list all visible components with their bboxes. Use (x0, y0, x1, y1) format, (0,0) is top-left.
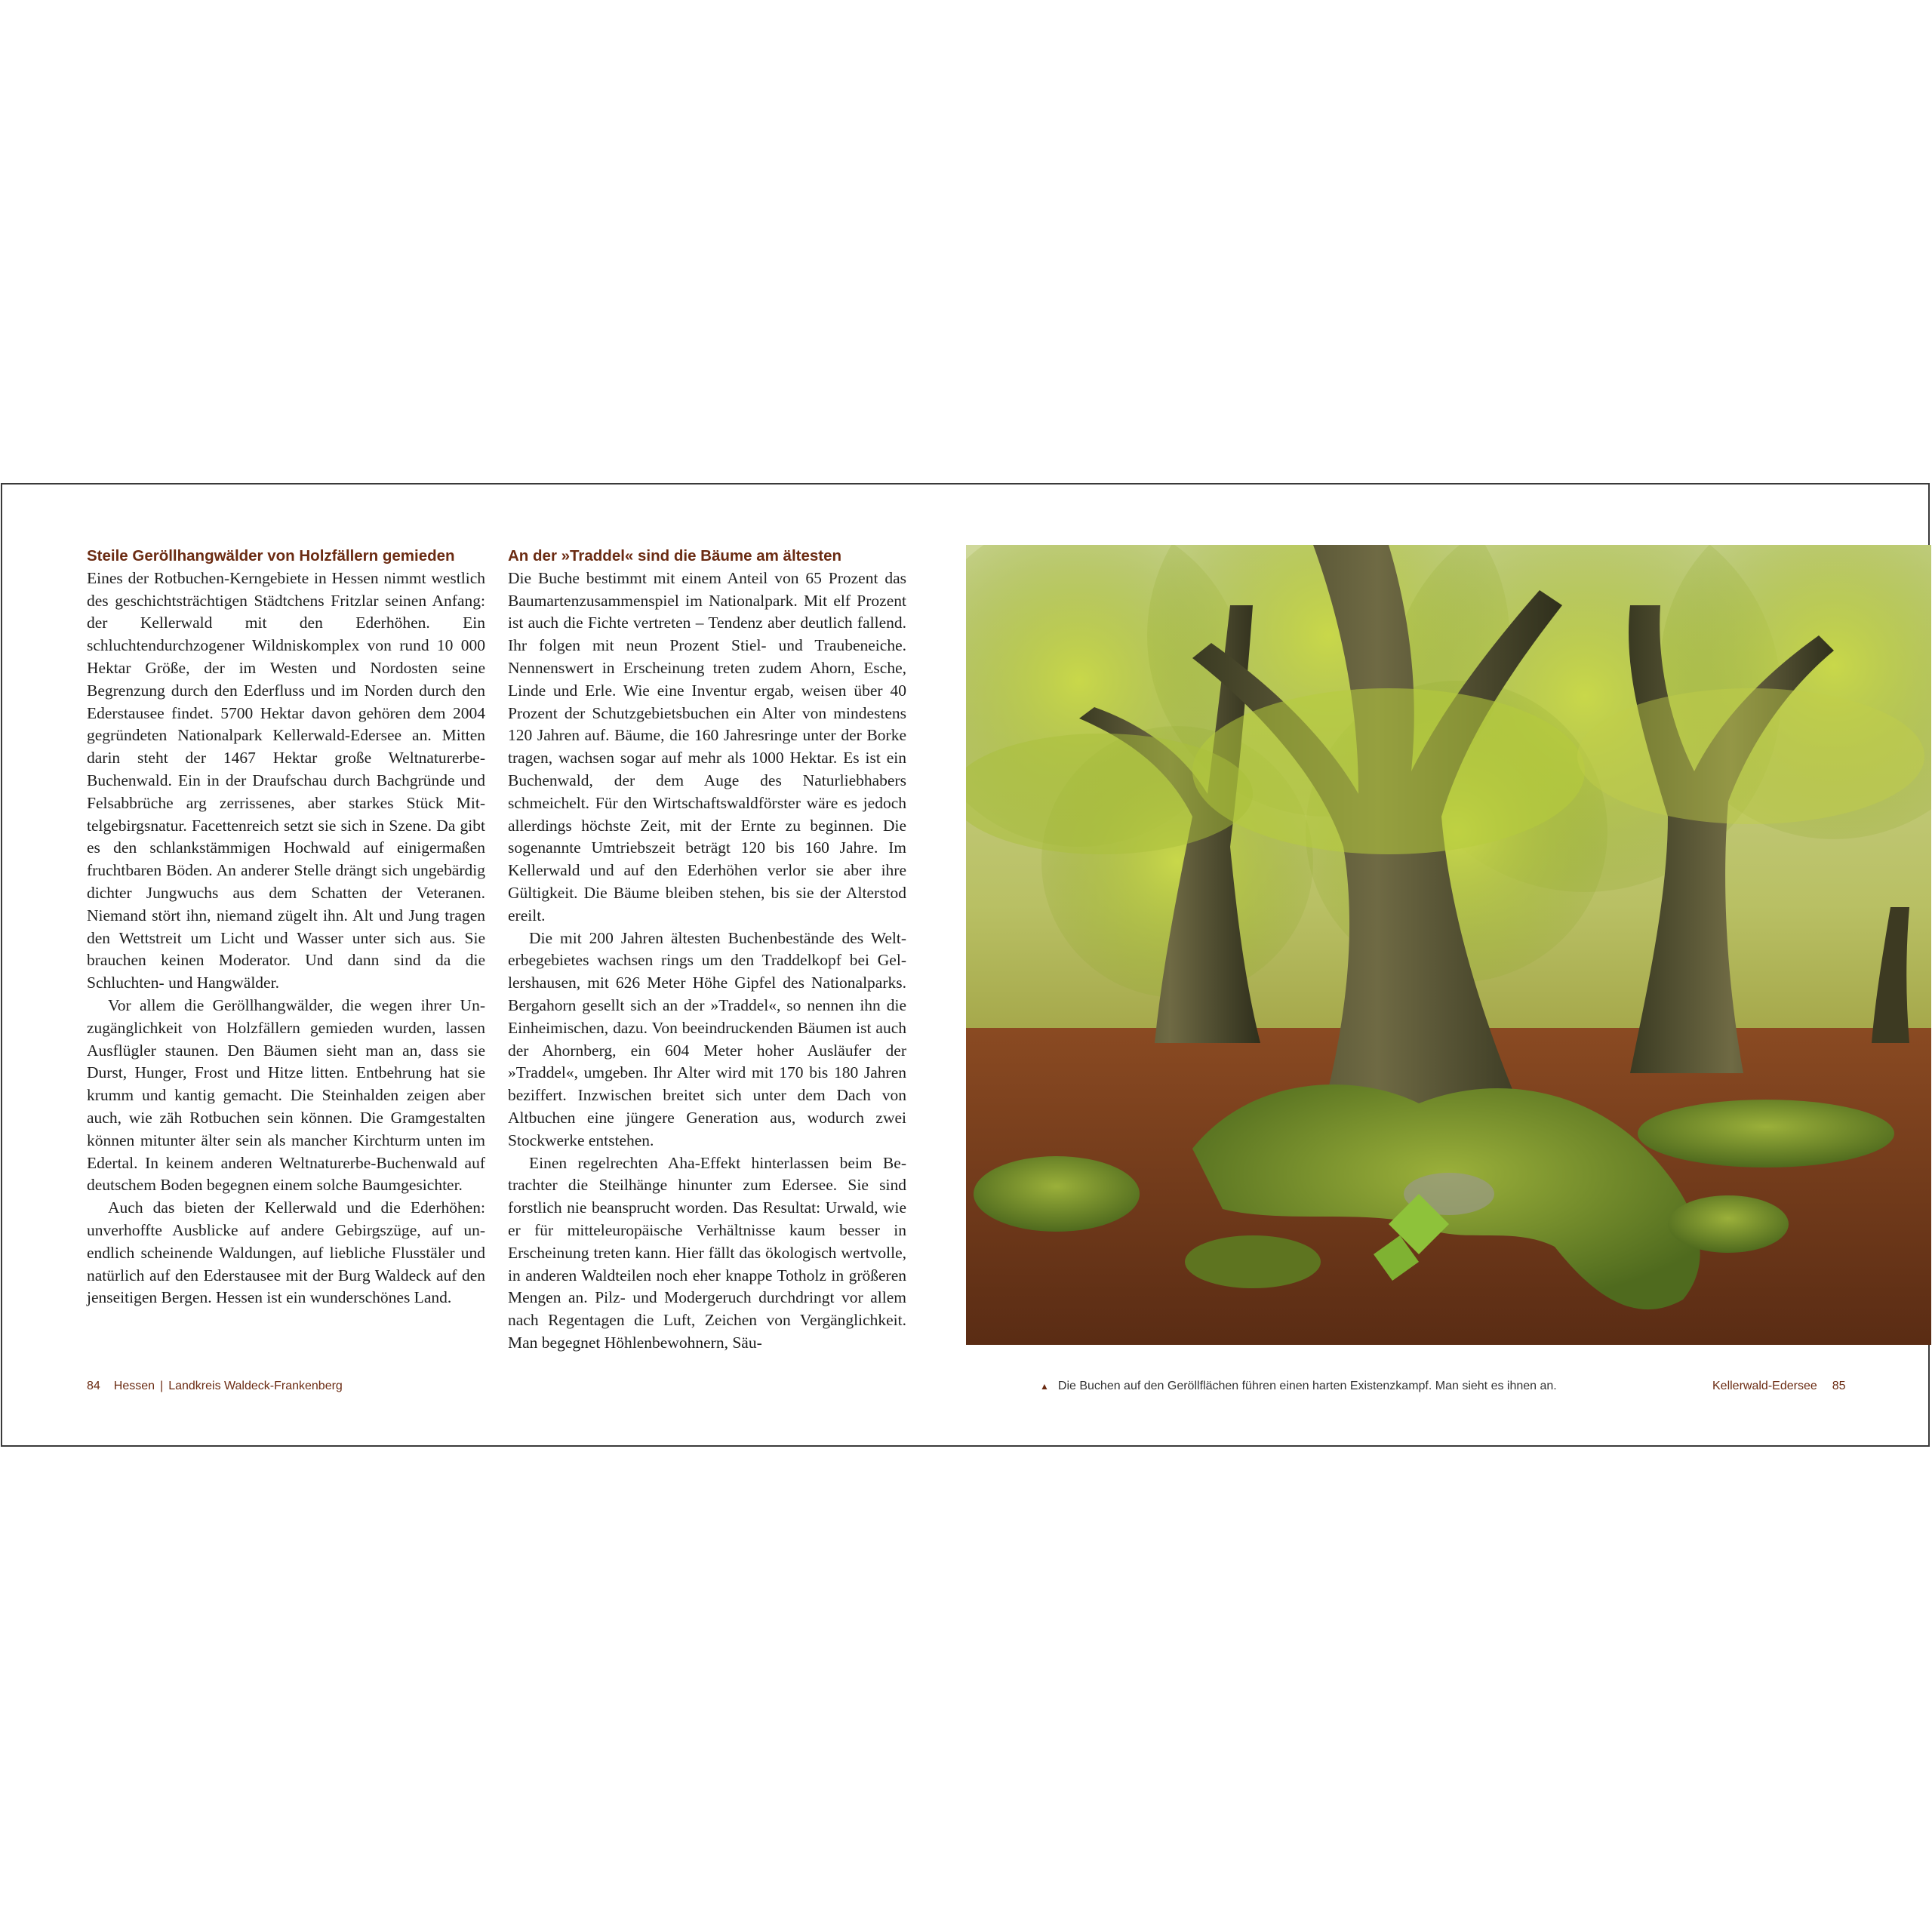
middle-paragraph-3: Einen regelrechten Aha-Effekt hinterlassen beim Betrachter die Steilhänge hinunter zum Edersee. Sie sind forstlich nie beansprucht worden. Das Resultat: Urwald, wie er für mitteleuropäische Verhältnisse kaum besser in Erscheinung treten kann. Hier fällt das ökologisch wertvolle, in anderen Waldteilen noch eher knappe Totholz in größeren Mengen an. Pilz- und Modergeruch durchdringt vor allem nach Regentagen die Luft, Zeichen von Vergänglichkeit. Man begegnet Höhlenbewohnern, Säu- (508, 1153, 906, 1352)
middle-column-heading: An der »Traddel« sind die Bäume am ältesten (508, 547, 842, 565)
photo-caption (1040, 1378, 1557, 1395)
caption-text: Die Buchen auf den Geröllflächen führen einen harten Existenzkampf. Man sieht es ihnen an. (1057, 1380, 1557, 1392)
middle-paragraph-1: Die Buche bestimmt mit einem Anteil von 65 Prozent das Baumartenzusammenspiel im Nationalpark. Mit elf Prozent ist auch die Fichte vertreten – Tendenz aber deutlich fallend. Ihr folgen mit neun Prozent Stiel- und Traubeneiche. Nennenswert in Erscheinung treten zudem Ahorn, Esche, Linde und Erle. Wie eine Inventur ergab, weisen über 40 Prozent der Schutzgebietsbuchen ein Alter von mindestens 120 Jahren auf. Bäume, die 160 Jahresringe unter der Borke tragen, wachsen sogar auf mehr als 1000 Hektar. Es ist ein Buchenwald, der dem Auge des Naturliebhabers schmeichelt. Für den Wirtschaftswaldförster wäre es jedoch allerdings höchste Zeit, mit der Ernte zu beginnen. Die sogenannte Umtriebszeit beträgt 120 bis 160 Jahre. Im Kellerwald und auf den Ederhöhen verlor sie aber ihre Gültigkeit. Die Bäume bleiben stehen, bis sie der Alterstod ereilt. (508, 568, 906, 924)
right-page-number: 85 (1832, 1380, 1846, 1392)
footer-right-section: Kellerwald-Edersee (1712, 1380, 1817, 1392)
left-paragraph-2: Vor allem die Geröllhangwälder, die wegen ihrer Unzugänglichkeit von Holzfällern gemieden wurden, lassen Ausflügler staunen. Den Bäumen sieht man an, dass sie Durst, Hunger, Frost und Hitze litten. Entbehrung hat sie krumm und kantig gemacht. Die Steinhalden zeigen aber auch, wie zäh Rotbuchen sein können. Die Gramgestalten können mitunter älter sein als mancher Kirchturm unten im Edertal. In keinem anderen Weltnaturerbe-Buchenwald auf deutschem Boden begegnen einem solche Baumgesichter. (87, 995, 485, 1195)
middle-text-column (508, 545, 906, 1355)
footer-separator: | (160, 1380, 164, 1392)
beech-forest-photo (966, 545, 1931, 1345)
footer-left (87, 1378, 343, 1395)
left-column-heading: Steile Geröllhangwälder von Holzfällern gemieden (87, 547, 455, 565)
footer-right (1712, 1378, 1846, 1395)
beech-forest-illustration (966, 545, 1931, 1345)
caption-arrow-icon: ▲ (1040, 1381, 1049, 1392)
middle-paragraph-2: Die mit 200 Jahren ältesten Buchenbestände des Welterbegebietes wachsen rings um den Traddelkopf bei Gellershausen, mit 626 Meter Höhe Gipfel des Nationalparks. Bergahorn gesellt sich an der »Traddel«, so nennen ihn die Einheimischen, dazu. Von beeindruckenden Bäumen ist auch der Ahornberg, ein 604 Meter hoher Ausläufer der »Traddel«, umgeben. Ihr Alter wird mit 170 bis 180 Jahren beziffert. Inzwischen breitet sich unter dem Dach von Altbuchen eine jüngere Generation aus, wodurch zwei Stockwerke entstehen. (508, 928, 906, 1149)
book-spread (1, 483, 1930, 1447)
left-paragraph-1: Eines der Rotbuchen-Kerngebiete in Hessen nimmt westlich des geschichtsträchtigen Städtchens Fritzlar seinen Anfang: der Kellerwald mit den Ederhöhen. Ein schluchtendurchzogener Wildniskomplex von rund 10 000 Hektar Größe, der im Westen und Nordosten seine Begrenzung durch den Ederfluss und im Norden durch den Ederstausee findet. 5700 Hektar davon gehören dem 2004 gegründeten Nationalpark Kellerwald-Edersee an. Mitten darin steht der 1467 Hektar große Weltnaturerbe-Buchenwald. Ein in der Draufschau durch Bachgründe und Felsabbrüche arg zerrissenes, aber starkes Stück Mittelgebirgsnatur. Facettenreich setzt sie sich in Szene. Da gibt es den schlankstämmigen Hochwald auf einigermaßen fruchtbaren Böden. An anderer Stelle drängt sich ungebärdig dichter Jungwuchs aus dem Schatten der Veteranen. Niemand stört ihn, niemand zügelt ihn. Alt und Jung tragen den Wettstreit um Licht und Wasser unter sich aus. Sie brauchen keinen Moderator. Und dann sind da die Schluchten- und Hangwälder. (87, 568, 485, 992)
left-paragraph-3: Auch das bieten der Kellerwald und die Ederhöhen: unverhoffte Ausblicke auf andere Gebirgszüge, auf unendlich scheinende Waldungen, auf liebliche Flusstäler und natürlich auf den Ederstausee mit der Burg Waldeck auf den jenseitigen Bergen. Hessen ist ein wunderschönes Land. (87, 1198, 485, 1307)
left-text-column (87, 545, 485, 1309)
left-page-number: 84 (87, 1380, 100, 1392)
footer-section: Hessen (113, 1380, 155, 1392)
footer-subsection: Landkreis Waldeck-Frankenberg (168, 1380, 343, 1392)
